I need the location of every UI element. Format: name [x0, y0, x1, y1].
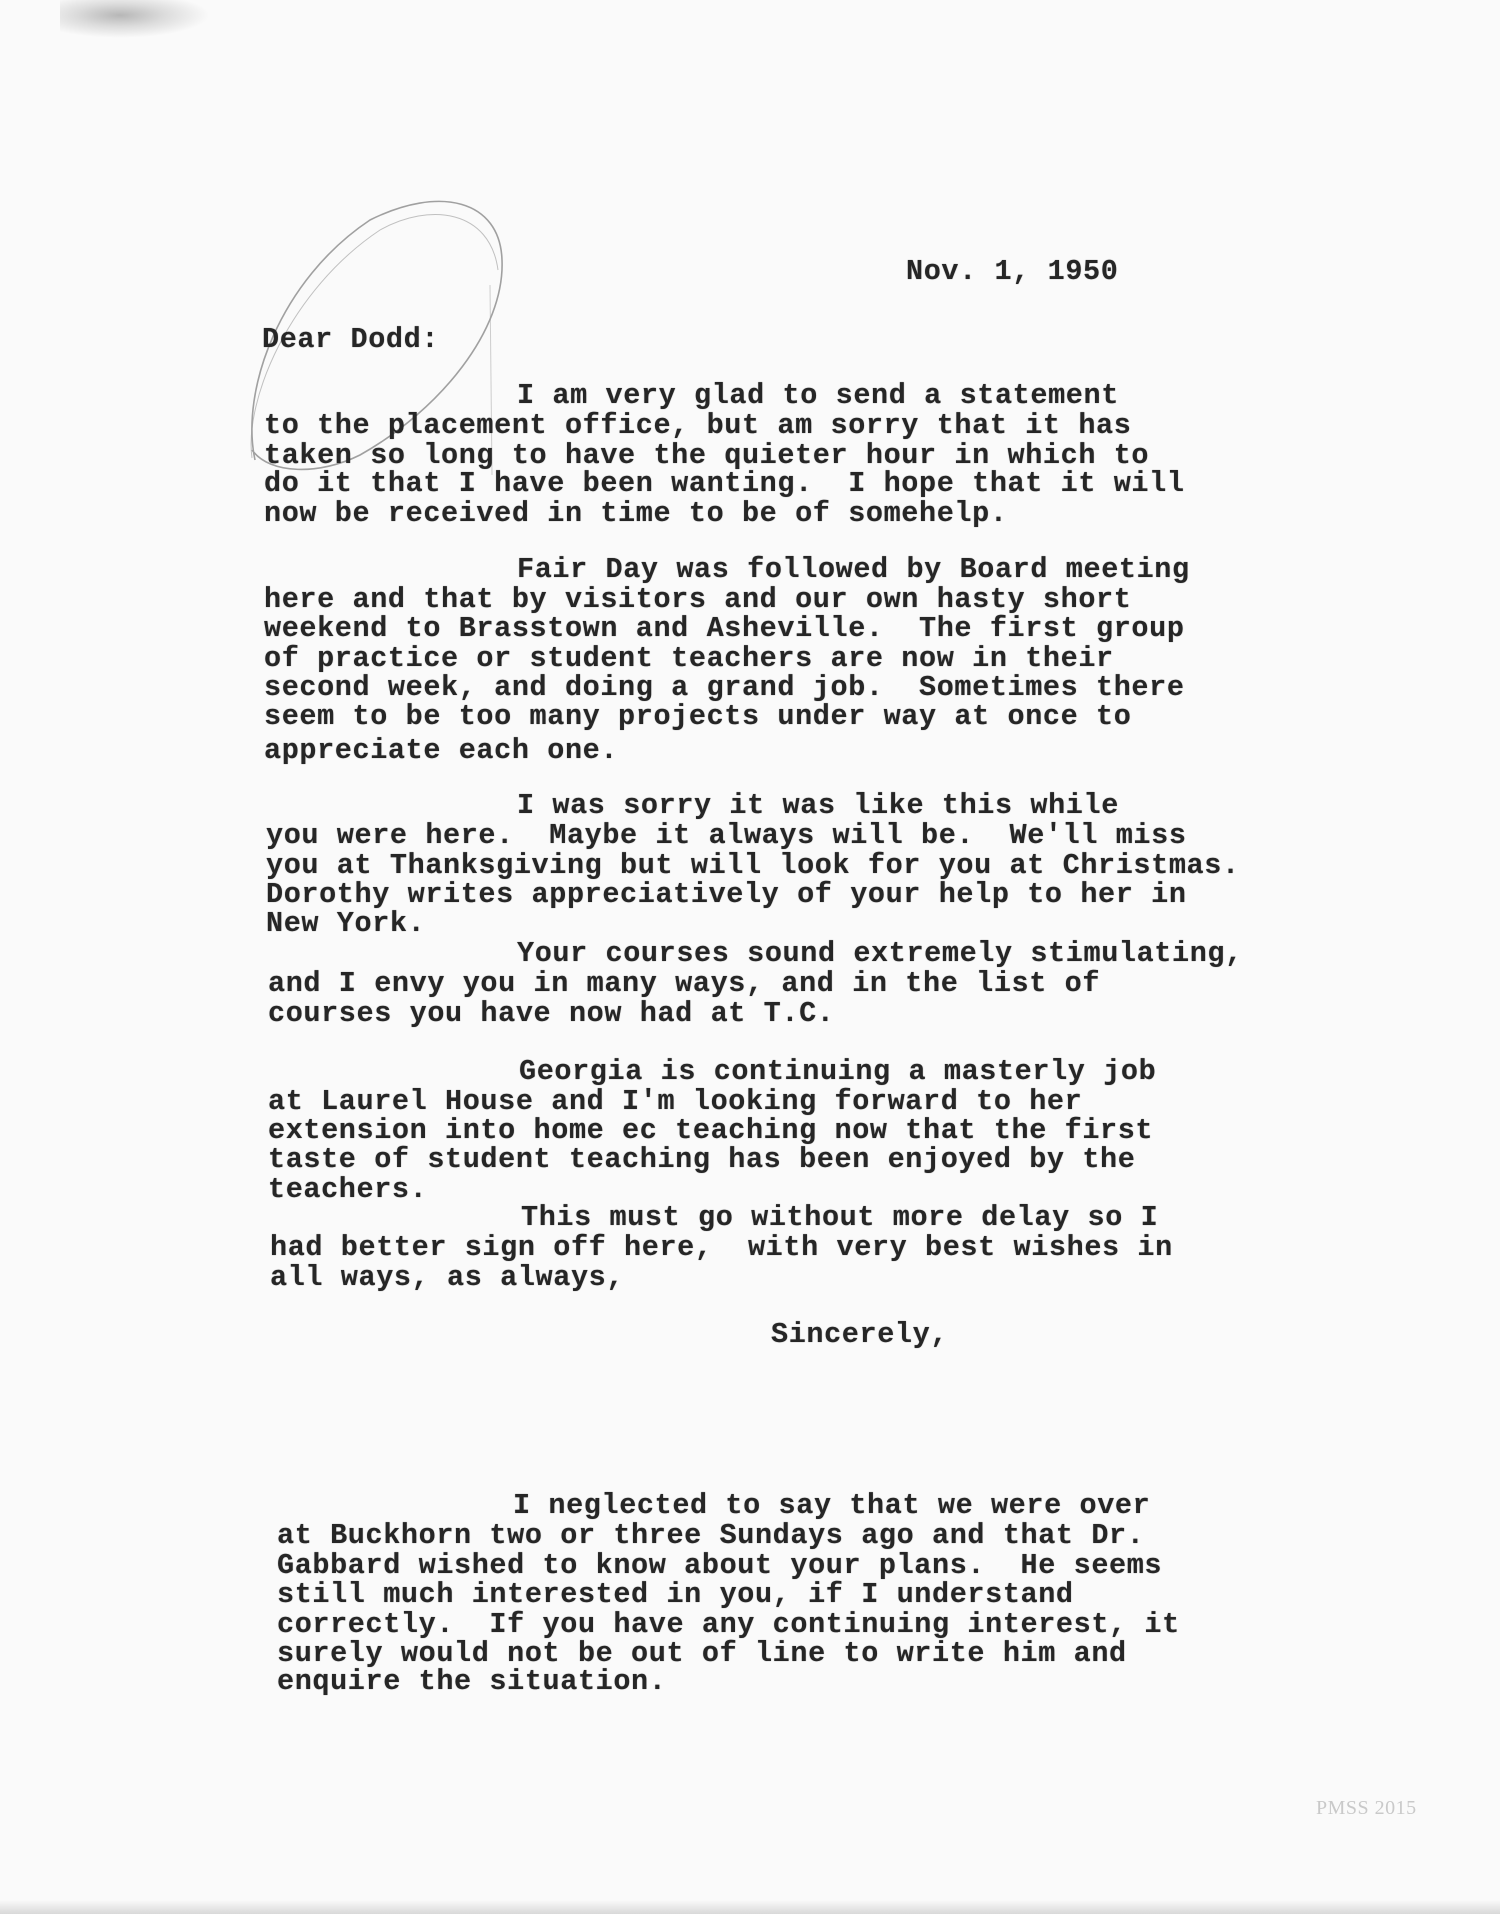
paragraph-2-line-2: here and that by visitors and our own hasty short	[264, 583, 1132, 616]
paragraph-5-line-2: at Laurel House and I'm looking forward to her	[268, 1085, 1083, 1118]
paragraph-5-line-4: taste of student teaching has been enjoyed by the	[268, 1143, 1136, 1176]
paragraph-1-line-4: do it that I have been wanting. I hope that it will	[264, 467, 1185, 500]
postscript-line-5: correctly. If you have any continuing interest, it	[277, 1608, 1180, 1641]
postscript-line-1: I neglected to say that we were over	[513, 1489, 1151, 1522]
paragraph-1-line-2: to the placement office, but am sorry that it has	[264, 409, 1132, 442]
paragraph-4-line-1: Your courses sound extremely stimulating,	[517, 937, 1243, 970]
paragraph-3-line-2: you were here. Maybe it always will be. We'll miss	[266, 819, 1187, 852]
postscript-line-2: at Buckhorn two or three Sundays ago and that Dr.	[277, 1519, 1145, 1552]
letter-date: Nov. 1, 1950	[906, 255, 1119, 288]
paragraph-2-line-5: second week, and doing a grand job. Sometimes there	[264, 671, 1185, 704]
paragraph-1-line-1: I am very glad to send a statement	[517, 379, 1119, 412]
paragraph-4-line-3: courses you have now had at T.C.	[268, 997, 835, 1030]
paragraph-5-line-5: teachers.	[268, 1173, 428, 1206]
paragraph-2-line-7: appreciate each one.	[264, 734, 619, 767]
paragraph-6-line-2: had better sign off here, with very best wishes in	[270, 1231, 1173, 1264]
paragraph-3-line-3: you at Thanksgiving but will look for you at Christmas.	[266, 849, 1240, 882]
letter-closing: Sincerely,	[771, 1318, 949, 1351]
paper-damage-mark	[60, 0, 210, 38]
letter-salutation: Dear Dodd:	[262, 323, 440, 356]
postscript-line-7: enquire the situation.	[277, 1665, 667, 1698]
paragraph-6-line-1: This must go without more delay so I	[521, 1201, 1159, 1234]
archive-watermark: PMSS 2015	[1316, 1797, 1417, 1819]
paragraph-2-line-1: Fair Day was followed by Board meeting	[517, 553, 1190, 586]
paragraph-5-line-1: Georgia is continuing a masterly job	[519, 1055, 1157, 1088]
paragraph-3-line-5: New York.	[266, 907, 426, 940]
postscript-line-6: surely would not be out of line to write him and	[277, 1637, 1127, 1670]
postscript-line-3: Gabbard wished to know about your plans. He seems	[277, 1549, 1163, 1582]
paragraph-2-line-3: weekend to Brasstown and Asheville. The first group	[264, 612, 1185, 645]
postscript-line-4: still much interested in you, if I understand	[277, 1578, 1074, 1611]
paragraph-1-line-5: now be received in time to be of somehelp.	[264, 497, 1008, 530]
paragraph-1-line-3: taken so long to have the quieter hour in which to	[264, 439, 1150, 472]
paragraph-4-line-2: and I envy you in many ways, and in the list of	[268, 967, 1101, 1000]
paragraph-6-line-3: all ways, as always,	[270, 1261, 625, 1294]
paper-bottom-edge	[0, 1900, 1500, 1914]
paragraph-5-line-3: extension into home ec teaching now that the first	[268, 1114, 1154, 1147]
paragraph-3-line-4: Dorothy writes appreciatively of your help to her in	[266, 878, 1187, 911]
paragraph-2-line-4: of practice or student teachers are now in their	[264, 642, 1114, 675]
paragraph-2-line-6: seem to be too many projects under way at once to	[264, 700, 1132, 733]
paragraph-3-line-1: I was sorry it was like this while	[517, 789, 1119, 822]
